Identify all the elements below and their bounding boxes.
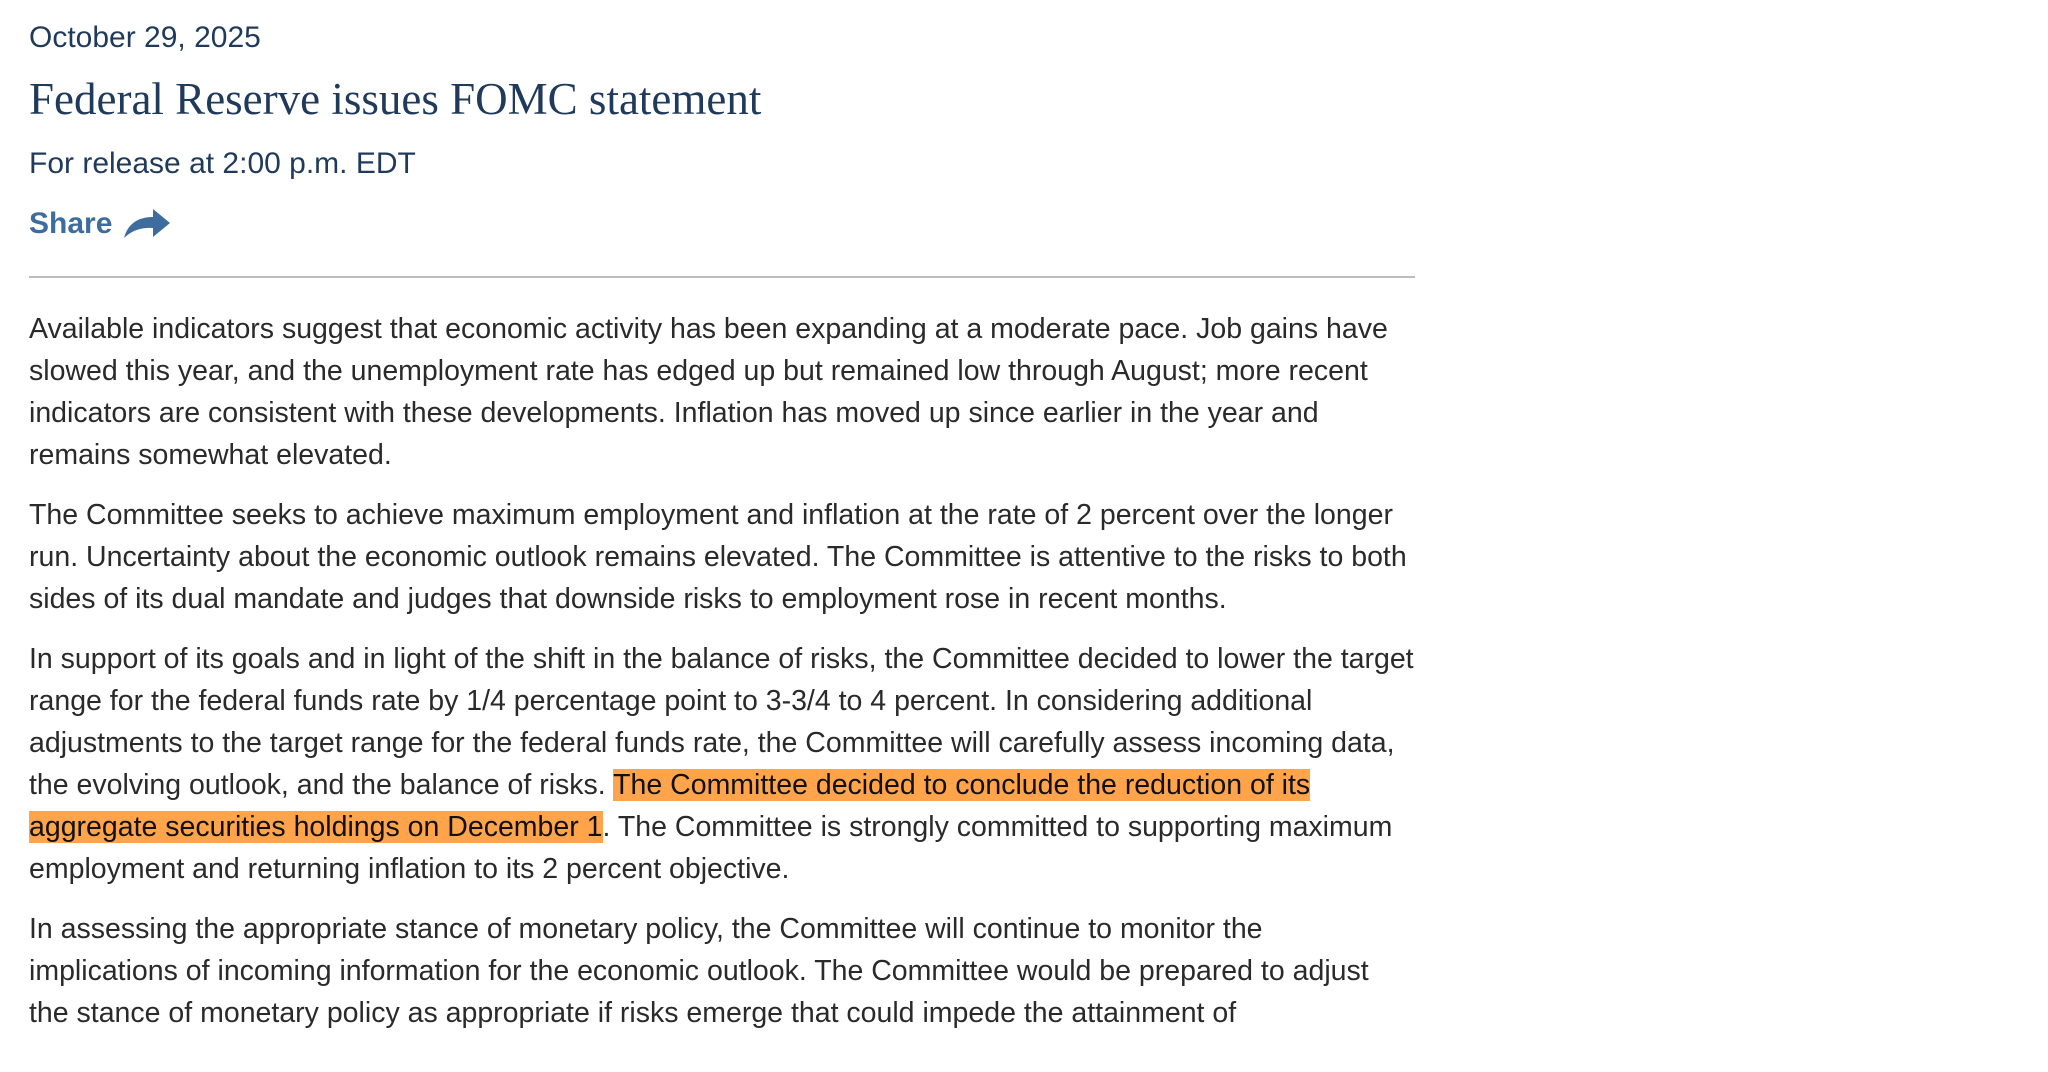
page-title: Federal Reserve issues FOMC statement — [29, 74, 762, 124]
paragraph-3 — [29, 638, 1415, 890]
divider — [29, 276, 1415, 278]
paragraph-2: The Committee seeks to achieve maximum employment and inflation at the rate of 2 percent over the longer run. Uncertainty about the economic outlook remains elevated. The Committee is attentive to the risks to both sides of its dual mandate and judges that downside risks to employment rose in recent months. — [29, 499, 1407, 615]
paragraph-3-end: . The Committee is strongly committed to supporting maximum employment and returning inflation to its 2 percent objective. — [29, 811, 1393, 885]
statement-body — [29, 308, 1415, 1034]
release-time: For release at 2:00 p.m. EDT — [29, 147, 416, 180]
paragraph-3-start: In support of its goals and in light of the shift in the balance of risks, the Committee decided to lower the target range for the federal funds rate by 1/4 percentage point to 3-3/4 to 4 percent. In considering additional adjustments to the target range for the federal funds rate, the Committee will carefully assess incoming data, the evolving outlook, and the balance of risks. — [29, 643, 1414, 801]
highlighted-text: The Committee decided to conclude the reduction of its aggregate securities holdings on December 1 — [29, 769, 1311, 843]
press-release — [29, 0, 1415, 1052]
share-arrow-icon — [122, 207, 172, 241]
paragraph-4: In assessing the appropriate stance of monetary policy, the Committee will continue to monitor the implications of incoming information for the economic outlook. The Committee would be prepared to adjust the stance of monetary policy as appropriate if risks emerge that could impede the attainment of — [29, 913, 1369, 1029]
paragraph-1: Available indicators suggest that economic activity has been expanding at a moderate pace. Job gains have slowed this year, and the unemployment rate has edged up but remained low through August; more recent indicators are consistent with these developments. Inflation has moved up since earlier in the year and remains somewhat elevated. — [29, 313, 1388, 471]
share-button[interactable] — [29, 206, 172, 242]
share-label: Share — [29, 207, 113, 240]
release-date: October 29, 2025 — [29, 21, 261, 54]
